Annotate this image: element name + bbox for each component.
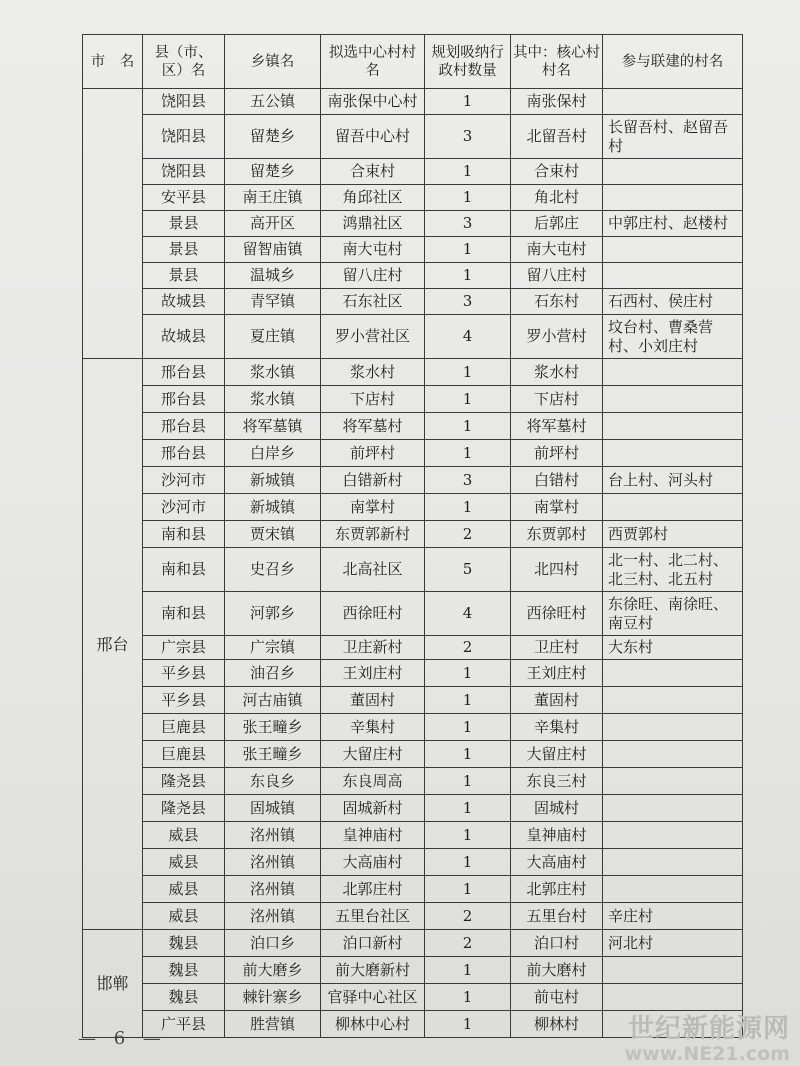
core-village-cell: 卫庄村 (511, 636, 603, 660)
count-cell: 1 (425, 957, 511, 984)
count-cell: 1 (425, 159, 511, 185)
town-cell: 留楚乡 (225, 115, 321, 159)
associated-villages-cell (603, 876, 743, 903)
core-village-cell: 合束村 (511, 159, 603, 185)
center-village-cell: 鸿鼎社区 (321, 211, 425, 237)
table-row (83, 930, 743, 957)
center-village-cell: 南大屯村 (321, 237, 425, 263)
town-cell: 泊口乡 (225, 930, 321, 957)
column-header: 乡镇名 (225, 35, 321, 89)
town-cell: 白岸乡 (225, 440, 321, 467)
county-cell: 广宗县 (143, 636, 225, 660)
table-row (83, 592, 743, 636)
associated-villages-cell: 坟台村、曹桑营村、小刘庄村 (603, 315, 743, 359)
table-header-row (83, 35, 743, 89)
table-row (83, 289, 743, 315)
column-header: 其中：核心村村名 (511, 35, 603, 89)
core-village-cell: 皇神庙村 (511, 822, 603, 849)
associated-villages-cell (603, 741, 743, 768)
center-village-cell: 柳林中心村 (321, 1011, 425, 1038)
core-village-cell: 罗小营村 (511, 315, 603, 359)
county-cell: 邢台县 (143, 359, 225, 386)
column-header: 县（市、区）名 (143, 35, 225, 89)
center-village-cell: 角邱社区 (321, 185, 425, 211)
town-cell: 留楚乡 (225, 159, 321, 185)
county-cell: 平乡县 (143, 660, 225, 687)
associated-villages-cell (603, 660, 743, 687)
center-village-cell: 董固村 (321, 687, 425, 714)
count-cell: 1 (425, 359, 511, 386)
county-cell: 魏县 (143, 930, 225, 957)
core-village-cell: 泊口村 (511, 930, 603, 957)
core-village-cell: 柳林村 (511, 1011, 603, 1038)
town-cell: 张王疃乡 (225, 741, 321, 768)
core-village-cell: 将军墓村 (511, 413, 603, 440)
town-cell: 留智庙镇 (225, 237, 321, 263)
town-cell: 棘针寨乡 (225, 984, 321, 1011)
associated-villages-cell (603, 263, 743, 289)
center-village-cell: 留八庄村 (321, 263, 425, 289)
count-cell: 3 (425, 211, 511, 237)
table-row (83, 467, 743, 494)
table-row (83, 159, 743, 185)
town-cell: 史召乡 (225, 548, 321, 592)
town-cell: 贾宋镇 (225, 521, 321, 548)
county-cell: 邢台县 (143, 413, 225, 440)
associated-villages-cell: 台上村、河头村 (603, 467, 743, 494)
center-village-cell: 白错新村 (321, 467, 425, 494)
center-village-cell: 皇神庙村 (321, 822, 425, 849)
core-village-cell: 董固村 (511, 687, 603, 714)
table-row (83, 211, 743, 237)
associated-villages-cell (603, 714, 743, 741)
center-village-cell: 留吾中心村 (321, 115, 425, 159)
core-village-cell: 五里台村 (511, 903, 603, 930)
core-village-cell: 下店村 (511, 386, 603, 413)
town-cell: 胜营镇 (225, 1011, 321, 1038)
count-cell: 1 (425, 876, 511, 903)
associated-villages-cell (603, 822, 743, 849)
center-village-cell: 西徐旺村 (321, 592, 425, 636)
table-row (83, 714, 743, 741)
town-cell: 新城镇 (225, 467, 321, 494)
town-cell: 将军墓镇 (225, 413, 321, 440)
count-cell: 1 (425, 741, 511, 768)
table-row (83, 263, 743, 289)
county-cell: 沙河市 (143, 467, 225, 494)
associated-villages-cell (603, 185, 743, 211)
associated-villages-cell (603, 440, 743, 467)
table-row (83, 386, 743, 413)
count-cell: 1 (425, 849, 511, 876)
table-row (83, 741, 743, 768)
town-cell: 张王疃乡 (225, 714, 321, 741)
table-row (83, 660, 743, 687)
core-village-cell: 东良三村 (511, 768, 603, 795)
center-village-cell: 东良周高 (321, 768, 425, 795)
count-cell: 1 (425, 714, 511, 741)
town-cell: 五公镇 (225, 89, 321, 115)
associated-villages-cell: 长留吾村、赵留吾村 (603, 115, 743, 159)
county-cell: 沙河市 (143, 494, 225, 521)
column-header: 拟选中心村村 名 (321, 35, 425, 89)
count-cell: 1 (425, 795, 511, 822)
watermark (590, 1008, 790, 1065)
county-cell: 故城县 (143, 289, 225, 315)
count-cell: 2 (425, 636, 511, 660)
page-number: — 6 — (78, 1028, 167, 1049)
center-village-cell: 浆水村 (321, 359, 425, 386)
town-cell: 洺州镇 (225, 903, 321, 930)
table-row (83, 984, 743, 1011)
town-cell: 油召乡 (225, 660, 321, 687)
associated-villages-cell (603, 984, 743, 1011)
column-header: 市 名 (83, 35, 143, 89)
core-village-cell: 前坪村 (511, 440, 603, 467)
center-village-cell: 北高社区 (321, 548, 425, 592)
county-cell: 巨鹿县 (143, 714, 225, 741)
associated-villages-cell: 西贾郭村 (603, 521, 743, 548)
watermark-url: www.NE21.com (624, 1043, 790, 1065)
associated-villages-cell (603, 237, 743, 263)
table-body (83, 89, 743, 1038)
core-village-cell: 北郭庄村 (511, 876, 603, 903)
associated-villages-cell: 北一村、北二村、北三村、北五村 (603, 548, 743, 592)
table-row (83, 359, 743, 386)
count-cell: 1 (425, 1011, 511, 1038)
count-cell: 1 (425, 386, 511, 413)
associated-villages-cell: 中郭庄村、赵楼村 (603, 211, 743, 237)
count-cell: 1 (425, 413, 511, 440)
associated-villages-cell: 大东村 (603, 636, 743, 660)
county-cell: 威县 (143, 876, 225, 903)
town-cell: 青罕镇 (225, 289, 321, 315)
county-cell: 饶阳县 (143, 115, 225, 159)
county-cell: 威县 (143, 822, 225, 849)
village-plan-table (82, 34, 743, 1038)
table-row (83, 849, 743, 876)
town-cell: 温城乡 (225, 263, 321, 289)
county-cell: 邢台县 (143, 440, 225, 467)
count-cell: 2 (425, 903, 511, 930)
table-row (83, 185, 743, 211)
center-village-cell: 卫庄新村 (321, 636, 425, 660)
associated-villages-cell (603, 386, 743, 413)
town-cell: 固城镇 (225, 795, 321, 822)
city-cell: 邯郸 (83, 930, 143, 1038)
county-cell: 故城县 (143, 315, 225, 359)
core-village-cell: 前大磨村 (511, 957, 603, 984)
center-village-cell: 辛集村 (321, 714, 425, 741)
core-village-cell: 南掌村 (511, 494, 603, 521)
core-village-cell: 后郭庄 (511, 211, 603, 237)
town-cell: 前大磨乡 (225, 957, 321, 984)
associated-villages-cell: 东徐旺、南徐旺、南豆村 (603, 592, 743, 636)
center-village-cell: 大高庙村 (321, 849, 425, 876)
county-cell: 饶阳县 (143, 89, 225, 115)
center-village-cell: 罗小营社区 (321, 315, 425, 359)
town-cell: 河郭乡 (225, 592, 321, 636)
table-row (83, 957, 743, 984)
count-cell: 1 (425, 263, 511, 289)
associated-villages-cell (603, 849, 743, 876)
table-row (83, 876, 743, 903)
county-cell: 邢台县 (143, 386, 225, 413)
count-cell: 5 (425, 548, 511, 592)
count-cell: 3 (425, 289, 511, 315)
table-row (83, 413, 743, 440)
core-village-cell: 南大屯村 (511, 237, 603, 263)
table-row (83, 795, 743, 822)
count-cell: 1 (425, 660, 511, 687)
core-village-cell: 大高庙村 (511, 849, 603, 876)
core-village-cell: 辛集村 (511, 714, 603, 741)
associated-villages-cell (603, 687, 743, 714)
town-cell: 洺州镇 (225, 849, 321, 876)
center-village-cell: 泊口新村 (321, 930, 425, 957)
county-cell: 广平县 (143, 1011, 225, 1038)
table-row (83, 494, 743, 521)
center-village-cell: 前大磨新村 (321, 957, 425, 984)
associated-villages-cell (603, 89, 743, 115)
count-cell: 1 (425, 822, 511, 849)
associated-villages-cell (603, 957, 743, 984)
town-cell: 洺州镇 (225, 822, 321, 849)
center-village-cell: 王刘庄村 (321, 660, 425, 687)
center-village-cell: 南掌村 (321, 494, 425, 521)
county-cell: 南和县 (143, 548, 225, 592)
table-row (83, 822, 743, 849)
count-cell: 1 (425, 768, 511, 795)
city-cell (83, 89, 143, 359)
core-village-cell: 留八庄村 (511, 263, 603, 289)
associated-villages-cell (603, 494, 743, 521)
count-cell: 2 (425, 930, 511, 957)
core-village-cell: 角北村 (511, 185, 603, 211)
town-cell: 南王庄镇 (225, 185, 321, 211)
core-village-cell: 南张保村 (511, 89, 603, 115)
count-cell: 3 (425, 467, 511, 494)
center-village-cell: 大留庄村 (321, 741, 425, 768)
count-cell: 1 (425, 237, 511, 263)
table-row (83, 768, 743, 795)
table-row (83, 237, 743, 263)
table-row (83, 636, 743, 660)
county-cell: 威县 (143, 849, 225, 876)
center-village-cell: 前坪村 (321, 440, 425, 467)
watermark-title: 世纪新能源网 (627, 1014, 790, 1044)
center-village-cell: 东贾郭新村 (321, 521, 425, 548)
center-village-cell: 固城新村 (321, 795, 425, 822)
town-cell: 广宗镇 (225, 636, 321, 660)
city-cell: 邢台 (83, 359, 143, 930)
count-cell: 1 (425, 984, 511, 1011)
town-cell: 河古庙镇 (225, 687, 321, 714)
center-village-cell: 南张保中心村 (321, 89, 425, 115)
county-cell: 巨鹿县 (143, 741, 225, 768)
core-village-cell: 北留吾村 (511, 115, 603, 159)
town-cell: 洺州镇 (225, 876, 321, 903)
core-village-cell: 固城村 (511, 795, 603, 822)
table-row (83, 440, 743, 467)
associated-villages-cell: 辛庄村 (603, 903, 743, 930)
county-cell: 景县 (143, 211, 225, 237)
county-cell: 饶阳县 (143, 159, 225, 185)
county-cell: 魏县 (143, 957, 225, 984)
count-cell: 4 (425, 315, 511, 359)
town-cell: 夏庄镇 (225, 315, 321, 359)
center-village-cell: 北郭庄村 (321, 876, 425, 903)
count-cell: 4 (425, 592, 511, 636)
core-village-cell: 石东村 (511, 289, 603, 315)
associated-villages-cell (603, 359, 743, 386)
associated-villages-cell (603, 413, 743, 440)
county-cell: 南和县 (143, 592, 225, 636)
county-cell: 隆尧县 (143, 768, 225, 795)
town-cell: 高开区 (225, 211, 321, 237)
center-village-cell: 五里台社区 (321, 903, 425, 930)
county-cell: 安平县 (143, 185, 225, 211)
county-cell: 平乡县 (143, 687, 225, 714)
count-cell: 1 (425, 687, 511, 714)
core-village-cell: 大留庄村 (511, 741, 603, 768)
county-cell: 威县 (143, 903, 225, 930)
count-cell: 1 (425, 440, 511, 467)
table-row (83, 115, 743, 159)
count-cell: 1 (425, 89, 511, 115)
town-cell: 浆水镇 (225, 359, 321, 386)
core-village-cell: 东贾郭村 (511, 521, 603, 548)
associated-villages-cell (603, 795, 743, 822)
associated-villages-cell (603, 768, 743, 795)
table-row (83, 315, 743, 359)
count-cell: 1 (425, 185, 511, 211)
table-row (83, 548, 743, 592)
associated-villages-cell: 石西村、侯庄村 (603, 289, 743, 315)
core-village-cell: 王刘庄村 (511, 660, 603, 687)
count-cell: 1 (425, 494, 511, 521)
county-cell: 隆尧县 (143, 795, 225, 822)
column-header: 规划吸纳行政村数量 (425, 35, 511, 89)
center-village-cell: 下店村 (321, 386, 425, 413)
town-cell: 浆水镇 (225, 386, 321, 413)
table-row (83, 89, 743, 115)
county-cell: 南和县 (143, 521, 225, 548)
town-cell: 新城镇 (225, 494, 321, 521)
center-village-cell: 合束村 (321, 159, 425, 185)
count-cell: 2 (425, 521, 511, 548)
core-village-cell: 前屯村 (511, 984, 603, 1011)
county-cell: 景县 (143, 263, 225, 289)
table-row (83, 903, 743, 930)
table-row (83, 521, 743, 548)
center-village-cell: 官驿中心社区 (321, 984, 425, 1011)
town-cell: 东良乡 (225, 768, 321, 795)
table-row (83, 687, 743, 714)
county-cell: 景县 (143, 237, 225, 263)
county-cell: 魏县 (143, 984, 225, 1011)
center-village-cell: 将军墓村 (321, 413, 425, 440)
associated-villages-cell (603, 159, 743, 185)
count-cell: 3 (425, 115, 511, 159)
core-village-cell: 北四村 (511, 548, 603, 592)
core-village-cell: 浆水村 (511, 359, 603, 386)
core-village-cell: 白错村 (511, 467, 603, 494)
column-header: 参与联建的村名 (603, 35, 743, 89)
core-village-cell: 西徐旺村 (511, 592, 603, 636)
center-village-cell: 石东社区 (321, 289, 425, 315)
associated-villages-cell: 河北村 (603, 930, 743, 957)
